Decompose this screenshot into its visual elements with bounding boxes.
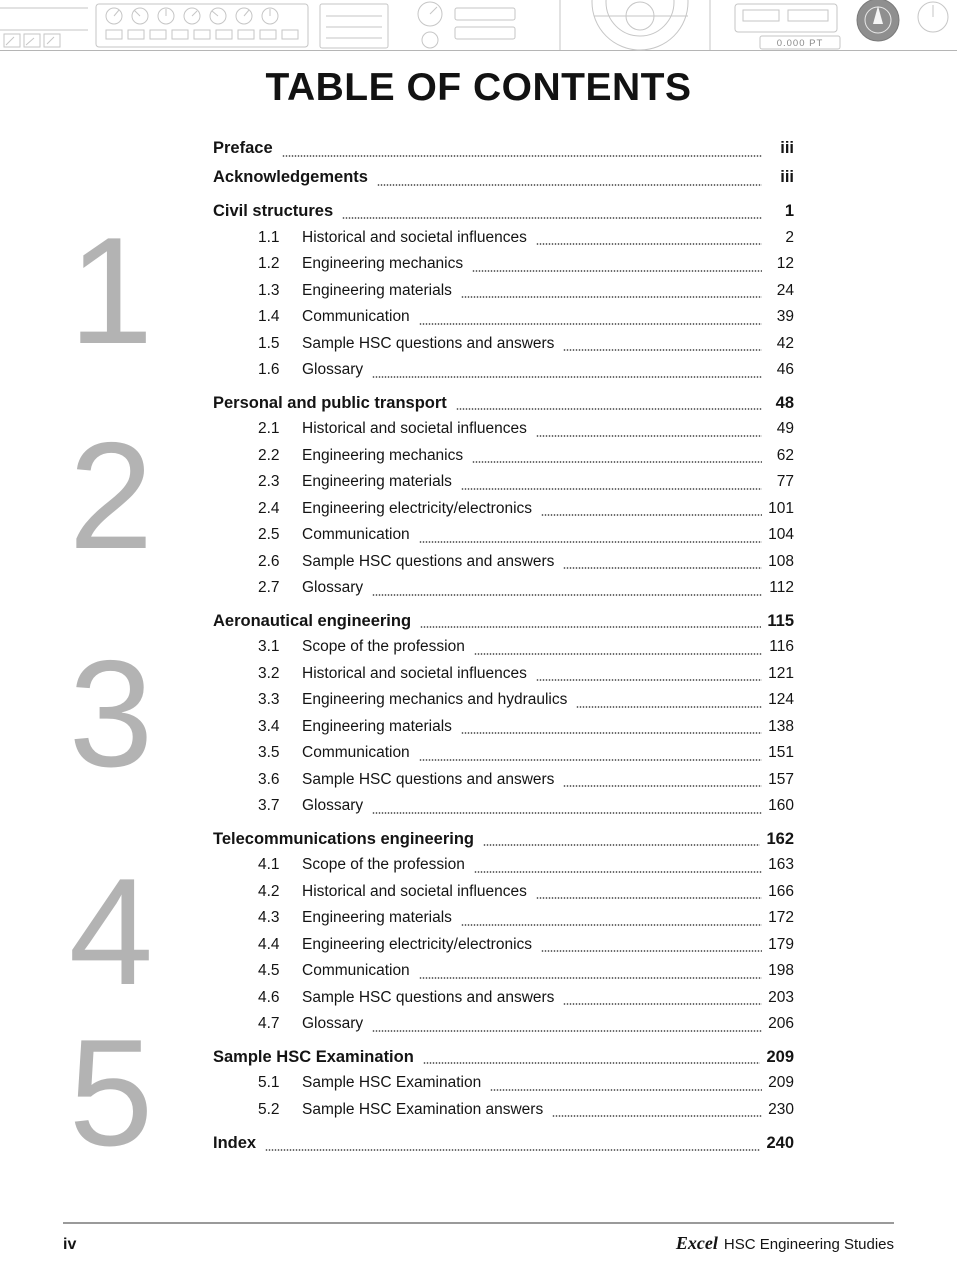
toc-entry (213, 522, 794, 549)
toc-entry (213, 1097, 794, 1124)
toc-entry-page: 48 (775, 393, 794, 412)
toc-entry-number: 1.6 (258, 361, 280, 378)
toc-entry (213, 331, 794, 358)
dotted-leader (265, 1130, 760, 1157)
toc-entry (213, 608, 794, 635)
dotted-leader (536, 879, 762, 906)
page-footer (63, 1222, 894, 1254)
toc-entry-label: Sample HSC questions and answers (302, 770, 555, 788)
toc-entry-label: Sample HSC questions and answers (302, 988, 555, 1006)
toc-entry-number: 4.7 (258, 1015, 280, 1032)
header-instrument-panel-image (0, 0, 957, 52)
toc-entry-page: iii (780, 168, 794, 186)
footer-brand-name: Excel (675, 1233, 718, 1253)
toc-entry (213, 985, 794, 1012)
toc-entry-label: Sample HSC questions and answers (302, 552, 555, 570)
toc-entry-label: Sample HSC Examination (213, 1047, 414, 1066)
toc-entry-number: 1.1 (258, 228, 280, 246)
toc-entry-page: 160 (768, 797, 794, 814)
toc-entry (213, 740, 794, 767)
chapter-margin-number: 3 (68, 628, 154, 799)
toc-entry-label: Acknowledgements (213, 168, 368, 186)
toc-entry-page: 108 (768, 552, 794, 570)
toc-entry-number: 3.2 (258, 664, 280, 682)
toc-entry-number: 4.3 (258, 909, 280, 926)
toc-entry-label: Communication (302, 526, 410, 543)
toc-entry-page: 49 (776, 420, 794, 437)
toc-entry-number: 1.2 (258, 255, 280, 272)
chapter-margin-number: 2 (68, 410, 154, 581)
toc-entry (213, 1130, 794, 1157)
table-of-contents (68, 134, 794, 1178)
toc-entry-page: 104 (768, 526, 794, 543)
chapter-margin-number: 1 (68, 205, 154, 376)
toc-entry (213, 1011, 794, 1038)
page-title: TABLE OF CONTENTS (265, 66, 692, 109)
toc-entry-page: 42 (776, 334, 794, 352)
toc-entry-label: Scope of the profession (302, 638, 465, 655)
switch-panel-icon (96, 4, 308, 47)
toc-entry-label: Engineering materials (302, 473, 452, 490)
dotted-leader (474, 634, 762, 661)
toc-entry (213, 852, 794, 879)
toc-entry-label: Engineering materials (302, 717, 452, 735)
toc-entry-number: 2.7 (258, 579, 280, 596)
dotted-leader (563, 985, 762, 1012)
dotted-leader (461, 469, 762, 496)
dotted-leader (420, 608, 761, 635)
toc-entry (213, 905, 794, 932)
toc-entry (213, 932, 794, 959)
toc-entry-number: 4.6 (258, 988, 280, 1006)
toc-entry (213, 416, 794, 443)
toc-entry-number: 1.5 (258, 334, 280, 352)
toc-entry-number: 3.4 (258, 717, 280, 735)
dotted-leader (372, 793, 762, 820)
toc-entry-label: Glossary (302, 361, 364, 378)
toc-entry (213, 251, 794, 278)
footer-page-number: iv (63, 1236, 77, 1253)
toc-entry-number: 2.4 (258, 499, 280, 517)
toc-entry-number: 3.6 (258, 770, 280, 788)
toc-entry-page: 162 (766, 829, 794, 848)
toc-entry-number: 5.1 (258, 1074, 280, 1091)
gauge-readout-label: 0.000 PT (776, 38, 824, 49)
toc-entry (213, 767, 794, 794)
toc-entries (68, 134, 794, 1178)
toc-entry-page: 240 (766, 1134, 794, 1152)
toc-entry-page: 179 (768, 935, 794, 953)
toc-entry (213, 278, 794, 305)
dotted-leader (419, 958, 762, 985)
toc-entry-page: 157 (768, 770, 794, 788)
dotted-leader (461, 905, 762, 932)
toc-entry-number: 1.4 (258, 308, 280, 325)
toc-entry-page: 151 (768, 744, 794, 761)
toc-entry-label: Historical and societal influences (302, 882, 527, 900)
dotted-leader (563, 331, 762, 358)
toc-entry-label: Civil structures (213, 202, 334, 220)
toc-entry-page: 62 (776, 446, 794, 464)
compass-gauge-icon (857, 0, 948, 41)
toc-entry-page: 116 (769, 638, 794, 655)
dotted-leader (541, 496, 762, 523)
toc-entry (213, 198, 794, 225)
toc-entry-page: 24 (776, 281, 794, 299)
toc-entry-label: Engineering mechanics (302, 446, 464, 464)
dotted-leader (552, 1097, 762, 1124)
toc-entry-number: 3.1 (258, 638, 280, 655)
toc-entry-number: 1.3 (258, 281, 280, 299)
toc-entry-page: 206 (768, 1015, 794, 1032)
toc-entry-page: 163 (768, 856, 794, 873)
toc-entry (213, 134, 794, 163)
dotted-leader (372, 575, 762, 602)
toc-entry (213, 661, 794, 688)
toc-entry-number: 3.7 (258, 797, 280, 814)
chapter-margin-number: 5 (68, 1007, 154, 1178)
toc-entry-page: 12 (776, 255, 794, 272)
toc-entry-label: Historical and societal influences (302, 228, 527, 246)
dotted-leader (541, 932, 762, 959)
toc-entry-page: 209 (766, 1047, 794, 1066)
toc-entry (213, 634, 794, 661)
toc-entry-number: 4.5 (258, 962, 280, 979)
toc-entry (213, 163, 794, 192)
toc-entry-page: 166 (768, 882, 794, 900)
center-instruments-icon (320, 0, 710, 50)
toc-entry-page: 138 (768, 717, 794, 735)
footer-brand-subtitle: HSC Engineering Studies (723, 1236, 894, 1253)
toc-entry (213, 958, 794, 985)
dotted-leader (472, 443, 762, 470)
dotted-leader (282, 134, 762, 163)
toc-entry-page: 2 (785, 228, 794, 246)
toc-entry (213, 879, 794, 906)
toc-entry-page: 124 (768, 691, 794, 708)
toc-entry-label: Glossary (302, 797, 364, 814)
toc-entry (213, 826, 794, 853)
dotted-leader (419, 304, 762, 331)
toc-entry-label: Engineering mechanics (302, 255, 464, 272)
toc-entry (213, 390, 794, 417)
mini-gauges-icon (0, 8, 88, 47)
toc-entry (213, 1070, 794, 1097)
dotted-leader (536, 225, 762, 252)
toc-entry-number: 3.5 (258, 744, 280, 761)
dotted-leader (423, 1044, 761, 1071)
toc-entry (213, 793, 794, 820)
toc-entry-label: Engineering materials (302, 281, 452, 299)
toc-entry-label: Glossary (302, 579, 364, 596)
toc-entry-number: 4.1 (258, 856, 280, 873)
chapter-margin-number: 4 (68, 846, 154, 1017)
toc-entry-label: Personal and public transport (213, 393, 447, 412)
dotted-leader (456, 390, 762, 417)
dotted-leader (536, 661, 762, 688)
dotted-leader (461, 278, 762, 305)
toc-entry (213, 496, 794, 523)
toc-entry-label: Glossary (302, 1015, 364, 1032)
toc-entry-number: 2.5 (258, 526, 280, 543)
toc-entry-label: Sample HSC Examination (302, 1074, 482, 1091)
dotted-leader (474, 852, 762, 879)
toc-entry-page: 209 (768, 1074, 794, 1091)
toc-entry-page: 203 (768, 988, 794, 1006)
toc-entry-page: 121 (768, 664, 794, 682)
toc-entry (213, 714, 794, 741)
toc-entry-label: Engineering electricity/electronics (302, 935, 533, 953)
toc-entry-number: 2.1 (258, 420, 280, 437)
toc-entry (213, 1044, 794, 1071)
chapter-block (68, 608, 794, 820)
toc-entry (213, 549, 794, 576)
toc-entry (213, 575, 794, 602)
toc-entry-page: 46 (776, 361, 794, 378)
toc-entry-label: Preface (213, 139, 273, 157)
toc-entry-page: 198 (768, 962, 794, 979)
toc-entry-label: Communication (302, 744, 410, 761)
toc-entry-page: iii (780, 139, 794, 157)
toc-entry-label: Telecommunications engineering (213, 829, 474, 848)
toc-entry-label: Engineering mechanics and hydraulics (302, 691, 568, 708)
toc-entry-label: Sample HSC questions and answers (302, 334, 555, 352)
toc-entry (213, 304, 794, 331)
toc-entry-page: 112 (769, 579, 794, 596)
toc-entry-label: Index (213, 1134, 257, 1152)
dotted-leader (563, 549, 762, 576)
toc-entry-label: Scope of the profession (302, 856, 465, 873)
dotted-leader (576, 687, 762, 714)
dotted-leader (419, 522, 762, 549)
dotted-leader (461, 714, 762, 741)
chapter-block (68, 198, 794, 384)
toc-entry-page: 172 (768, 909, 794, 926)
toc-entry-label: Sample HSC Examination answers (302, 1100, 544, 1118)
toc-entry (213, 469, 794, 496)
toc-entry (213, 357, 794, 384)
toc-entry-number: 4.4 (258, 935, 280, 953)
dotted-leader (563, 767, 762, 794)
toc-entry (213, 225, 794, 252)
toc-entry-page: 1 (784, 202, 794, 220)
footer-brand (676, 1233, 894, 1254)
toc-entry-number: 2.6 (258, 552, 280, 570)
dotted-leader (419, 740, 762, 767)
toc-entry-number: 3.3 (258, 691, 280, 708)
toc-entry-page: 39 (776, 308, 794, 325)
dotted-leader (372, 1011, 762, 1038)
dotted-leader (490, 1070, 762, 1097)
chapter-block (68, 390, 794, 602)
toc-entry-page: 101 (768, 499, 794, 517)
toc-entry-page: 230 (768, 1100, 794, 1118)
toc-entry (213, 687, 794, 714)
toc-entry-label: Communication (302, 962, 410, 979)
dotted-leader (342, 198, 762, 225)
toc-entry-label: Aeronautical engineering (213, 611, 412, 630)
toc-entry-number: 2.3 (258, 473, 280, 490)
toc-entry-number: 2.2 (258, 446, 280, 464)
toc-entry-number: 4.2 (258, 882, 280, 900)
toc-entry (213, 443, 794, 470)
toc-entry-page: 77 (776, 473, 794, 490)
toc-entry-label: Engineering materials (302, 909, 452, 926)
toc-entry-page: 115 (767, 611, 794, 630)
toc-entry-label: Historical and societal influences (302, 664, 527, 682)
toc-entry-number: 5.2 (258, 1100, 280, 1118)
chapter-block (68, 826, 794, 1038)
dotted-leader (483, 826, 760, 853)
dotted-leader (372, 357, 762, 384)
dotted-leader (377, 163, 762, 192)
dotted-leader (536, 416, 762, 443)
toc-entry-label: Engineering electricity/electronics (302, 499, 533, 517)
toc-entry-label: Historical and societal influences (302, 420, 527, 437)
dotted-leader (472, 251, 762, 278)
toc-entry-label: Communication (302, 308, 410, 325)
